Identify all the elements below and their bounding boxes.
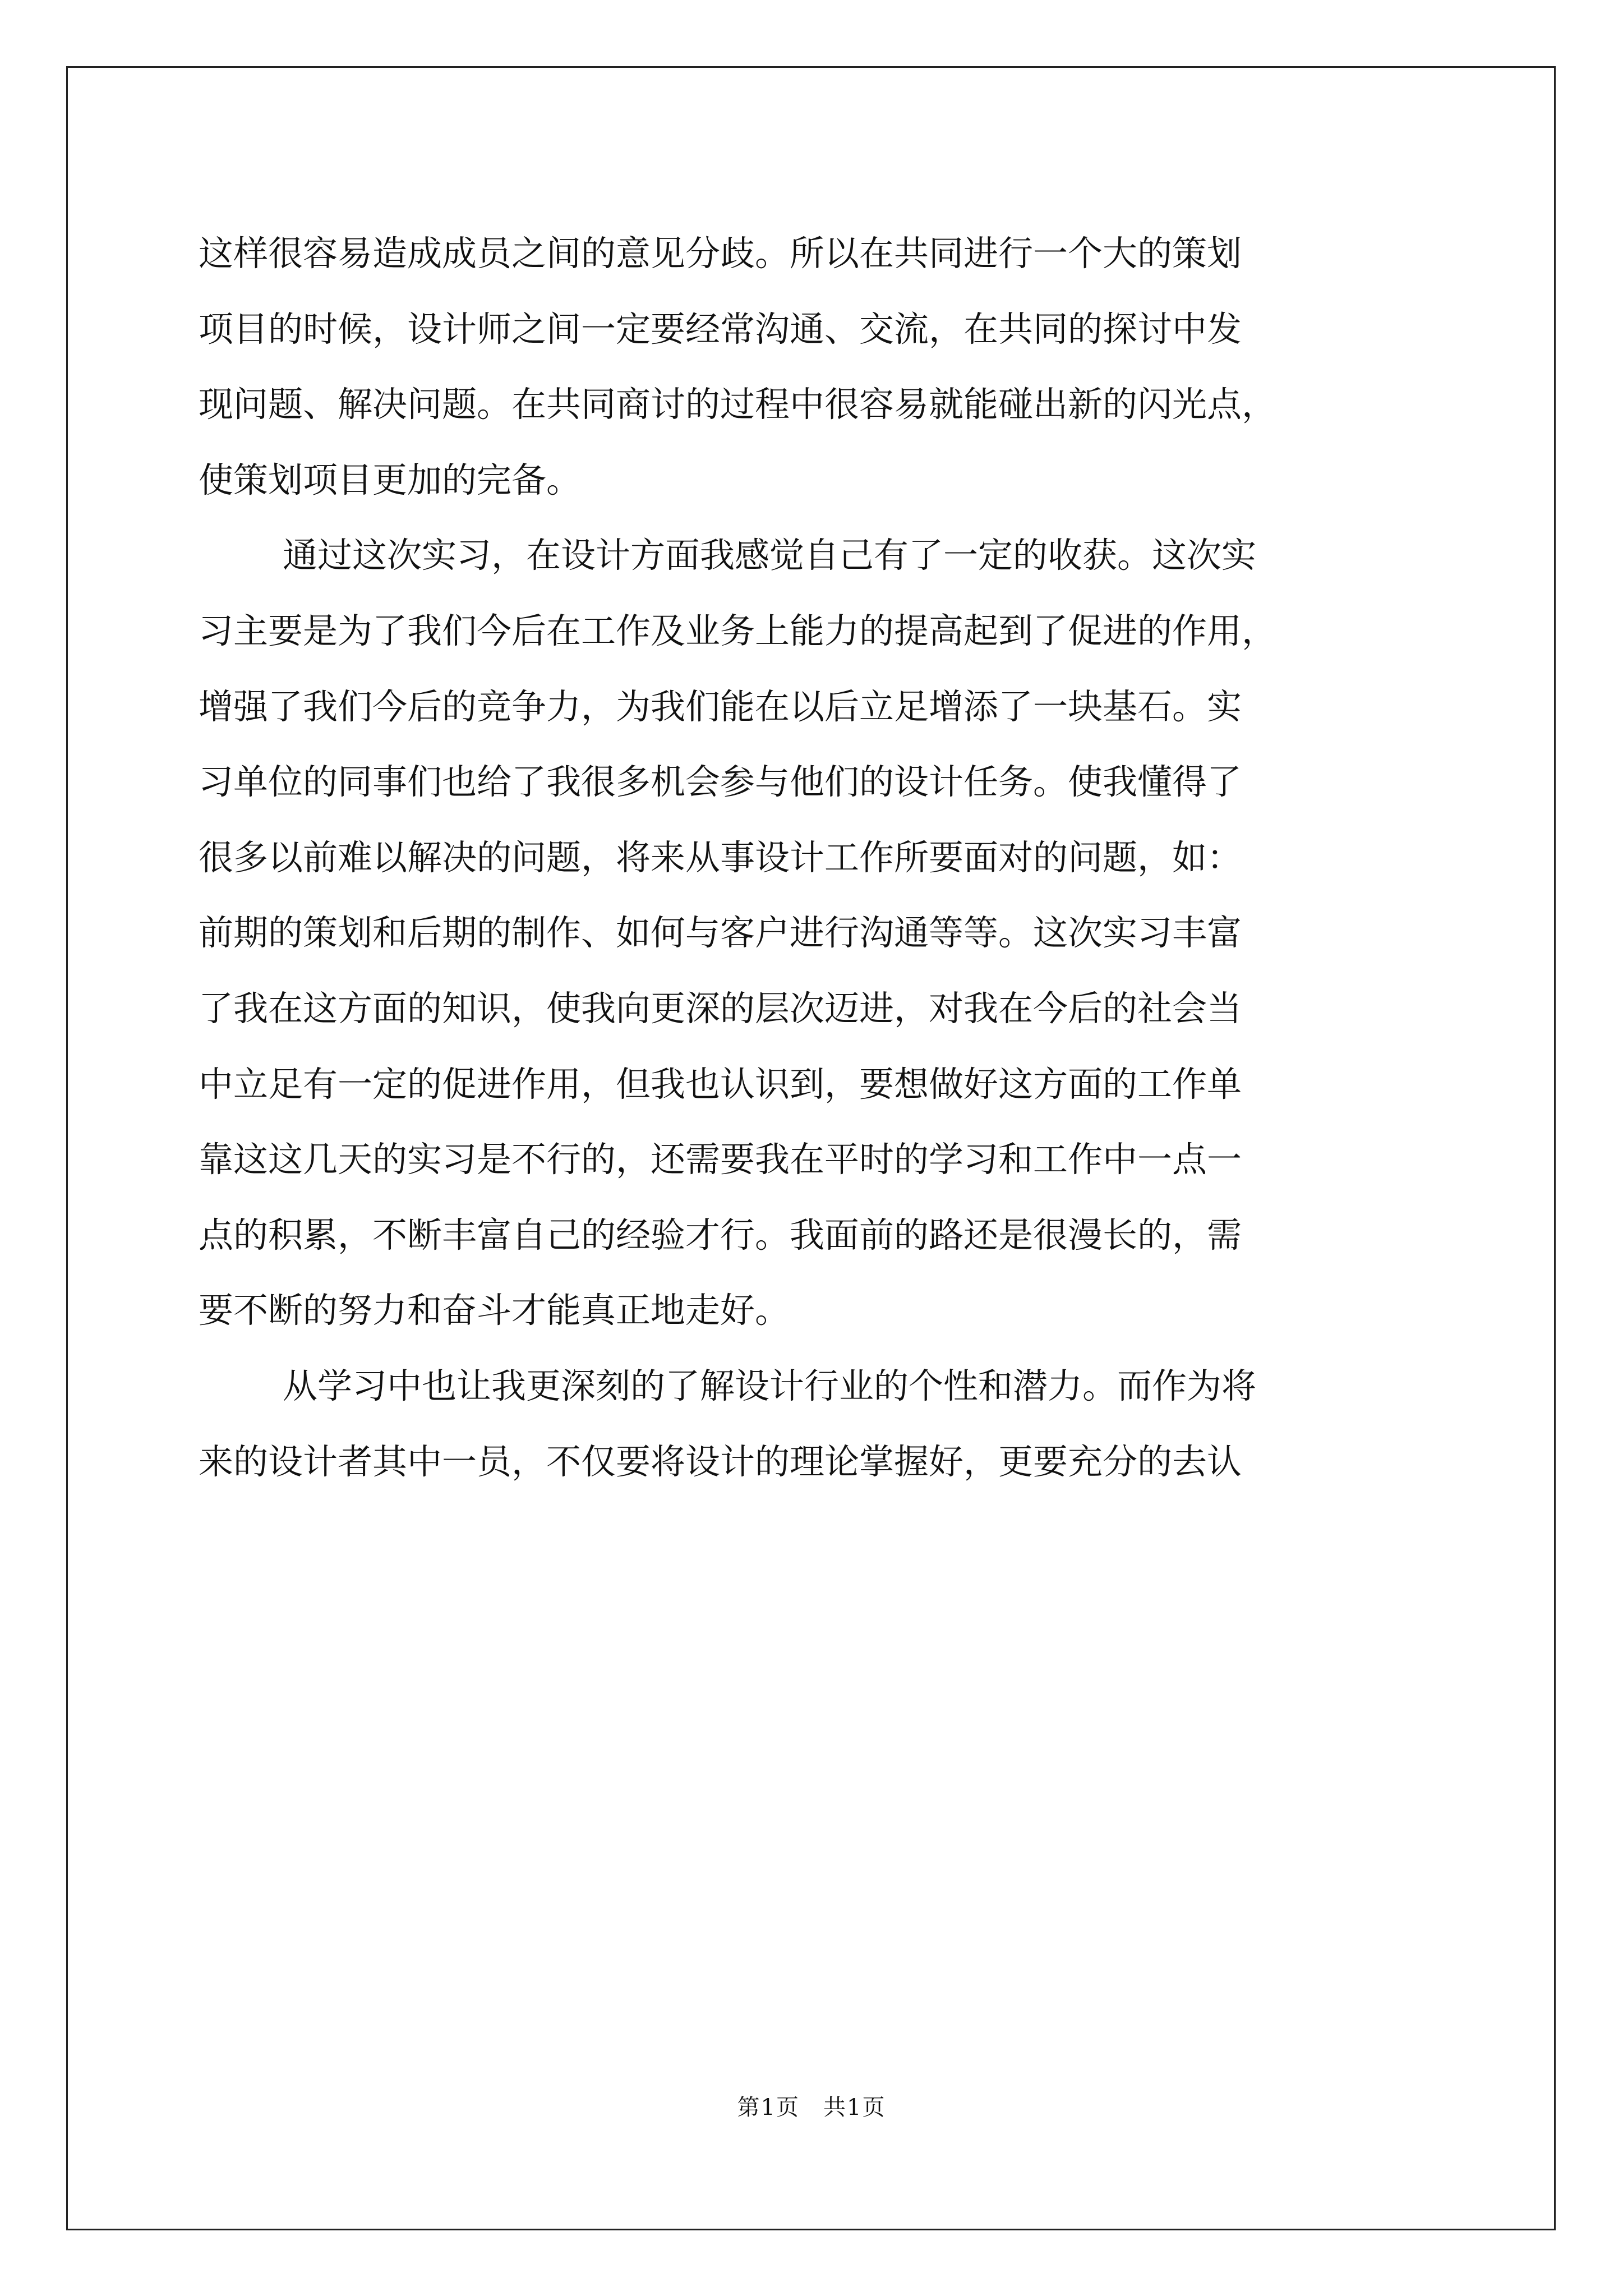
text-line: 来的设计者其中一员，不仅要将设计的理论掌握好，更要充分的去认 [199,1441,1242,1482]
text-line: 中立足有一定的促进作用，但我也认识到，要想做好这方面的工作单 [199,1063,1242,1105]
document-body [199,216,1444,1499]
text-line: 现问题、解决问题。在共同商讨的过程中很容易就能碰出新的闪光点， [199,384,1277,425]
page-number-footer: 第1页 共1页 [737,2095,886,2120]
text-line: 很多以前难以解决的问题，将来从事设计工作所要面对的问题，如： [199,836,1242,878]
text-line: 通过这次实习，在设计方面我感觉自己有了一定的收获。这次实 [283,535,1257,576]
text-line: 习单位的同事们也给了我很多机会参与他们的设计任务。使我懂得了 [199,761,1242,803]
text-line: 前期的策划和后期的制作、如何与客户进行沟通等等。这次实习丰富 [199,912,1242,954]
text-line: 了我在这方面的知识，使我向更深的层次迈进，对我在今后的社会当 [199,987,1242,1029]
text-line: 使策划项目更加的完备。 [199,459,582,500]
text-line: 靠这这几天的实习是不行的，还需要我在平时的学习和工作中一点一 [199,1139,1242,1180]
text-line: 从学习中也让我更深刻的了解设计行业的个性和潜力。而作为将 [283,1365,1257,1406]
text-line: 点的积累，不断丰富自己的经验才行。我面前的路还是很漫长的，需 [199,1214,1242,1255]
paragraph-3 [199,1349,1444,1499]
text-line: 这样很容易造成成员之间的意见分歧。所以在共同进行一个大的策划 [199,233,1242,274]
text-line: 项目的时候，设计师之间一定要经常沟通、交流，在共同的探讨中发 [199,308,1242,349]
text-line: 习主要是为了我们今后在工作及业务上能力的提高起到了促进的作用， [199,610,1277,651]
text-line: 增强了我们今后的竞争力，为我们能在以后立足增添了一块基石。实 [199,685,1242,727]
text-line: 要不断的努力和奋斗才能真正地走好。 [199,1290,790,1331]
paragraph-2 [199,518,1444,1349]
paragraph-1 [199,216,1444,518]
